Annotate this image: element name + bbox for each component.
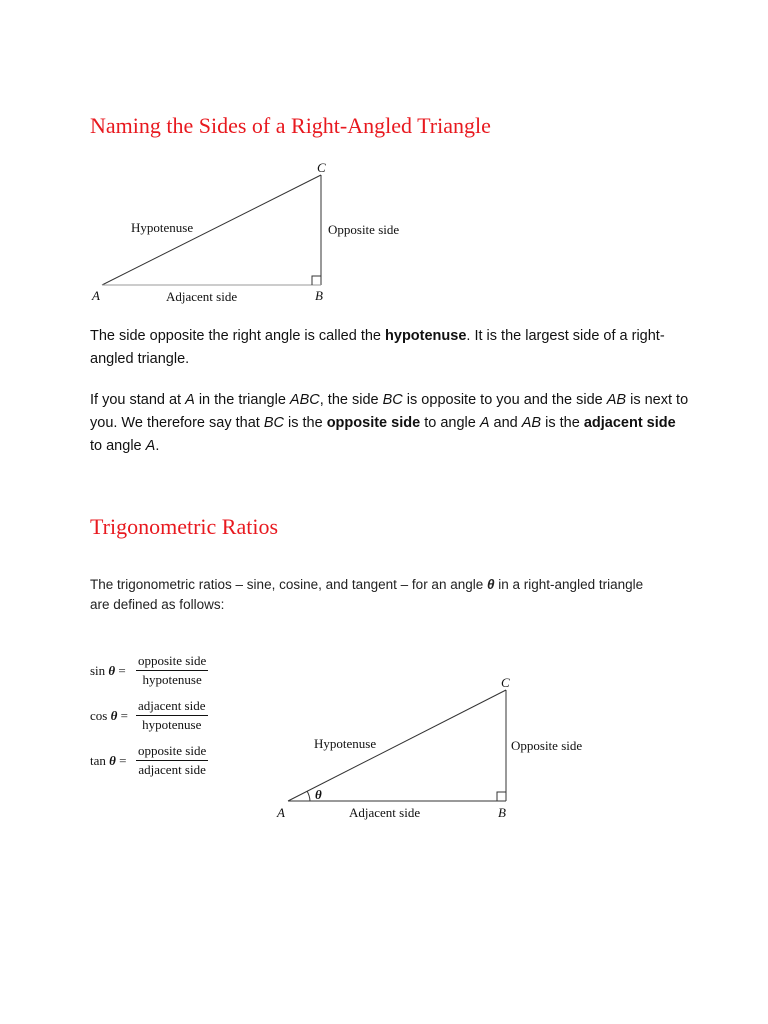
paragraph-hypotenuse: The side opposite the right angle is called the hypotenuse. It is the largest side of a right-angled triangle. (90, 328, 665, 367)
angle-theta-label: θ (315, 787, 322, 802)
fraction: $\frac{\text{opposite side}}{\text{adjacent side}}$ (138, 743, 207, 777)
formula-label: tan θ = (90, 752, 127, 768)
formula-label: cos θ = (90, 707, 128, 723)
opposite-side-label: Opposite side (511, 738, 583, 753)
right-angle-marker (497, 792, 506, 801)
adjacent-side-label: Adjacent side (166, 289, 238, 304)
adjacent-side-label: Adjacent side (349, 805, 421, 820)
fraction: $\frac{\text{adjacent side}}{\text{hypotenuse}}$ (138, 698, 206, 732)
paragraph-opposite-adjacent: If you stand at A in the triangle ABC, the side BC is opposite to you and the side AB is next to you. We therefore say that BC is the opposite side to angle A and AB is the adjacent side to angle A. (90, 392, 689, 454)
opposite-side-label: Opposite side (328, 222, 400, 237)
hypotenuse-label: Hypotenuse (314, 736, 377, 751)
vertex-label-a: A (92, 288, 100, 303)
vertex-label-c: C (317, 160, 326, 175)
section-title-trig-ratios: Trigonometric Ratios (90, 514, 279, 539)
angle-arc (307, 791, 310, 801)
section-title-naming-sides: Naming the Sides of a Right-Angled Triangle (90, 113, 491, 138)
vertex-label-b: B (498, 805, 506, 820)
vertex-label-c: C (501, 675, 510, 690)
fraction: $\frac{\text{opposite side}}{\text{hypotenuse}}$ (138, 653, 207, 687)
paragraph-trig-intro: The trigonometric ratios – sine, cosine, and tangent – for an angle θ in a right-angled triangle are defined as follows: (90, 577, 644, 612)
formula-label: sin θ = (90, 662, 126, 678)
hypotenuse-label: Hypotenuse (131, 220, 194, 235)
vertex-label-a: A (277, 805, 285, 820)
vertex-label-b: B (315, 288, 323, 303)
